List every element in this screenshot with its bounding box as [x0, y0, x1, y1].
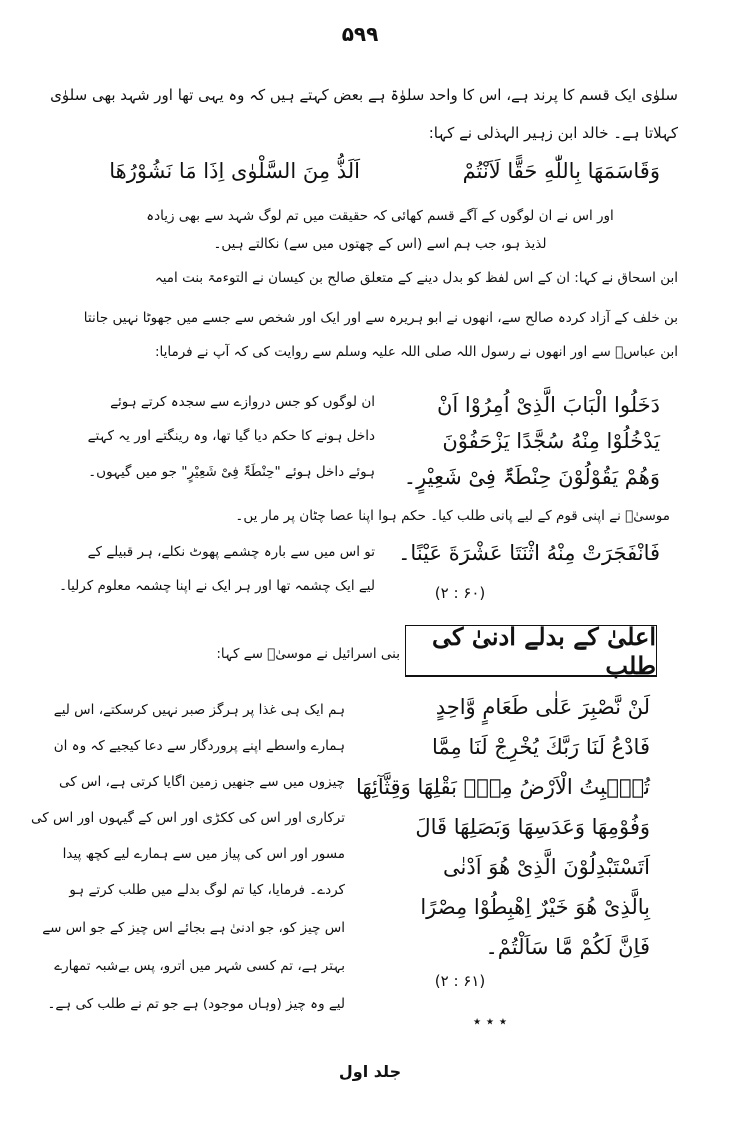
- verse2-translation-line-2: لیے ایک چشمہ تھا اور ہر ایک نے اپنا چشمہ معلوم کرلیا۔: [59, 578, 375, 594]
- verse2-translation-line-1: تو اس میں سے بارہ چشمے پھوٹ نکلے، ہر قبیلے کے: [87, 544, 375, 560]
- poem-translation-line-2: لذیذ ہو، جب ہم اسے (اس کے چھتوں میں سے) نکالتے ہیں۔: [213, 236, 547, 252]
- narration-line-1: ابن اسحاق نے کہا: ان کے اس لفظ کو بدل دینے کے متعلق صالح بن کیسان نے التوءمۃ بنت امیہ: [154, 270, 678, 286]
- verse3-arabic-line-1: لَنْ نَّصْبِرَ عَلٰی طَعَامٍ وَّاحِدٍ: [435, 695, 650, 719]
- moses-line: موسیٰؑ نے اپنی قوم کے لیے پانی طلب کیا۔ حکم ہوا اپنا عصا چٹان پر مار یں۔: [235, 508, 670, 524]
- verse3-arabic-line-5: اَتَسْتَبْدِلُوْنَ الَّذِیْ هُوَ اَدْنٰی: [443, 855, 650, 879]
- verse3-translation-line-3: چیزوں میں سے جنھیں زمین اگایا کرتی ہے، اس کی: [59, 774, 345, 790]
- verse3-translation-line-4: ترکاری اور اس کی ککڑی اور اس کے گیہوں اور اس کی: [31, 810, 345, 826]
- verse3-arabic-line-3: تُنْۢبِتُ الْاَرْضُ مِنْۢ بَقْلِهَا وَقِثَّآئِهَا: [355, 775, 650, 799]
- verse2-arabic: فَانْفَجَرَتْ مِنْهُ اثْنَتَا عَشْرَةَ عَیْنًا۔: [398, 541, 660, 565]
- verse3-translation-line-9: لیے وہ چیز (وہاں موجود) ہے جو تم نے طلب کی ہے۔: [47, 996, 345, 1012]
- verse1-translation-line-1: ان لوگوں کو جس دروازے سے سجدہ کرتے ہوئے: [110, 394, 375, 410]
- section-heading-text: اعلیٰ کے بدلے ادنیٰ کی طلب: [432, 621, 656, 680]
- verse3-arabic-line-4: وَفُوْمِهَا وَعَدَسِهَا وَبَصَلِهَا قَالَ: [415, 815, 650, 839]
- verse1-arabic-line-1: دَخَلُوا الْبَابَ الَّذِیْ اُمِرُوْا اَنْ: [436, 393, 660, 417]
- intro-line-1: سلوٰی ایک قسم کا پرند ہے، اس کا واحد سلوٰۃ ہے بعض کہتے ہیں کہ وہ یہی تھا اور شہد بھی سلوٰی: [50, 86, 678, 104]
- section-separator: ٭ ٭ ٭: [472, 1012, 508, 1030]
- verse3-arabic-line-6: بِالَّذِیْ هُوَ خَیْرٌ اِهْبِطُوْا مِصْرًا: [420, 895, 650, 919]
- intro-line-2: کہلاتا ہے۔ خالد ابن زہیر الہذلی نے کہا:: [428, 124, 678, 142]
- page-number: ۵۹۹: [341, 22, 379, 46]
- verse1-arabic-line-3: وَهُمْ یَقُوْلُوْنَ حِنْطَۃٌ فِیْ شَعِیْرٍ۔: [403, 465, 660, 489]
- poem-arabic-left: وَقَاسَمَهَا بِاللّٰهِ حَقًّا لَاَنْتُمْ: [462, 159, 660, 183]
- section-heading: [405, 621, 657, 680]
- verse1-translation-line-2: داخل ہونے کا حکم دیا گیا تھا، وہ رینگتے اور یہ کہتے: [87, 428, 375, 444]
- verse3-translation-line-7: اس چیز کو، جو ادنیٰ ہے بجائے اس چیز کے جو اس سے: [42, 920, 345, 936]
- verse-reference-60: (۲ : ۶۰): [434, 584, 486, 602]
- verse1-arabic-line-2: یَدْخُلُوْا مِنْهُ سُجَّدًا یَزْحَفُوْنَ: [442, 429, 660, 453]
- volume-footer: جلد اول: [338, 1062, 402, 1081]
- verse3-translation-line-1: ہم ایک ہی غذا پر ہرگز صبر نہیں کرسکتے، اس لیے: [53, 702, 345, 718]
- heading-caption: بنی اسرائیل نے موسیٰؑ سے کہا:: [216, 646, 400, 662]
- verse3-translation-line-2: ہمارے واسطے اپنے پروردگار سے دعا کیجیے کہ وہ ان: [53, 738, 345, 754]
- verse3-translation-line-6: کردے۔ فرمایا، کیا تم لوگ بدلے میں طلب کرتے ہو: [69, 882, 345, 898]
- verse3-arabic-line-7: فَاِنَّ لَكُمْ مَّا سَاَلْتُمْ۔: [485, 935, 650, 959]
- verse-reference-61: (۲ : ۶۱): [434, 972, 486, 990]
- verse1-translation-line-3: ہوئے داخل ہوئے "حِنْطَۃٌ فِیْ شَعِیْرٍ" جو میں گیہوں۔: [88, 464, 375, 480]
- poem-arabic-right: اَلَذُّ مِنَ السَّلْوٰی اِذَا مَا نَشُوْرُهَا: [109, 159, 360, 183]
- narration-line-3: ابن عباسؓ سے اور انھوں نے رسول اللہ صلی اللہ علیہ وسلم سے روایت کی کہ آپ نے فرمایا:: [154, 344, 678, 360]
- narration-line-2: بن خلف کے آزاد کردہ صالح سے، انھوں نے ابو ہریرہ سے اور ایک اور شخص سے جسے میں جھوٹا نہیں جانتا: [83, 310, 678, 326]
- verse3-arabic-line-2: فَادْعُ لَنَا رَبَّكَ یُخْرِجْ لَنَا مِمَّا: [432, 735, 650, 759]
- verse3-translation-line-8: بہتر ہے، تم کسی شہر میں اترو، پس بےشبہ تمھارے: [54, 958, 345, 974]
- poem-translation-line-1: اور اس نے ان لوگوں کے آگے قسم کھائی کہ حقیقت میں تم لوگ شہد سے بھی زیادہ: [146, 208, 614, 224]
- verse3-translation-line-5: مسور اور اس کی پیاز میں سے ہمارے لیے کچھ پیدا: [62, 846, 345, 862]
